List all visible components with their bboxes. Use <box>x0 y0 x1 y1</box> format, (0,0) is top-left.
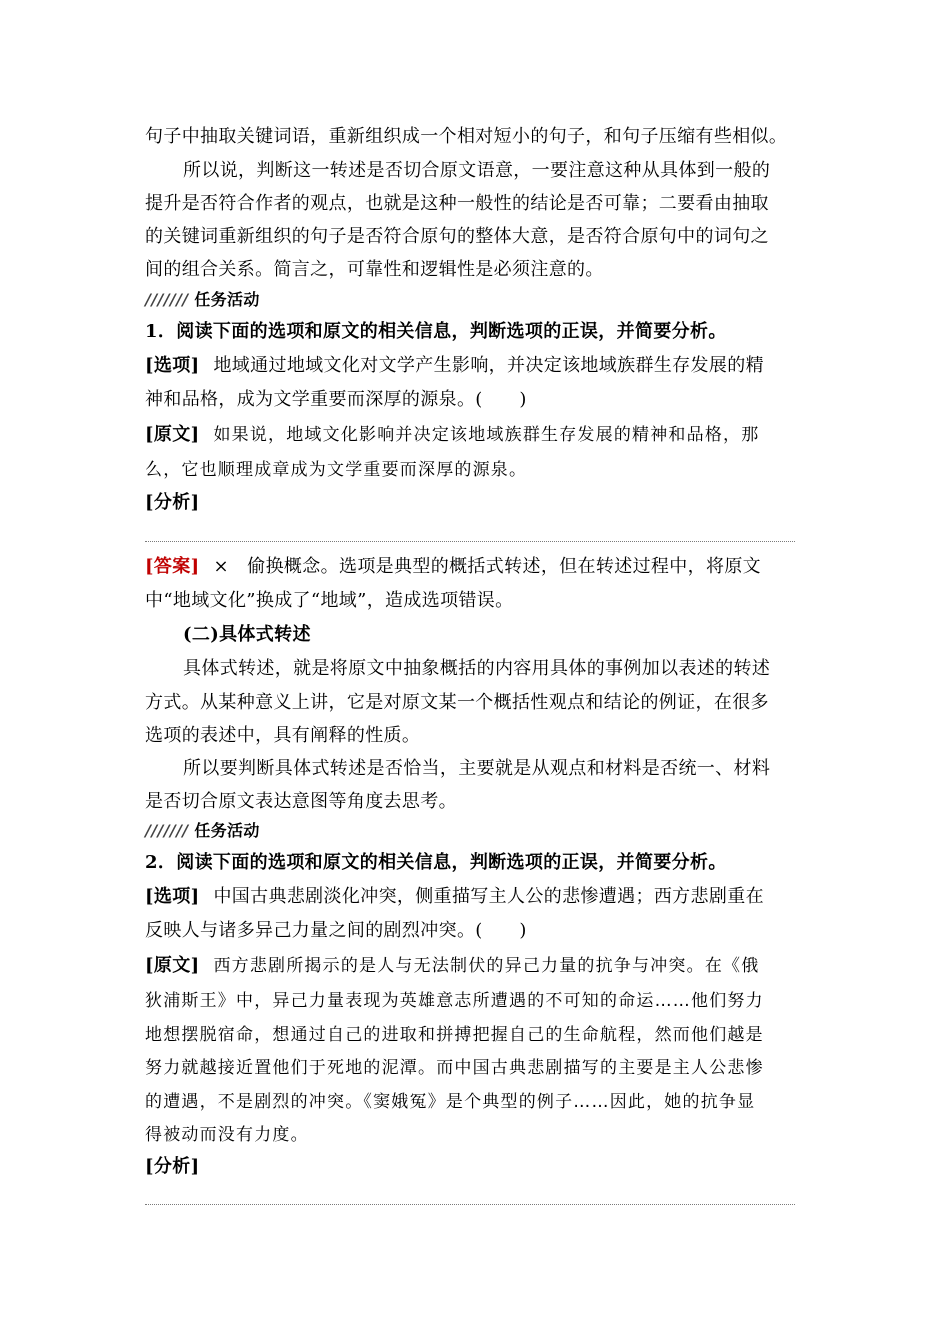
task2-question: 2．阅读下面的选项和原文的相关信息，判断选项的正误，并简要分析。 <box>145 852 727 873</box>
section2-p1-line-2: 方式。从某种意义上讲，它是对原文某一个概括性观点和结论的例证，在很多 <box>145 692 769 713</box>
task1-heading <box>145 290 808 310</box>
task2-option-line-2: 反映人与诸多异己力量之间的剧烈冲突。( ) <box>145 920 527 941</box>
task1-original-tag: [原文] <box>145 424 200 445</box>
task2-original-line-4: 努力就越接近置他们于死地的泥潭。而中国古典悲剧描写的主要是主人公悲惨 <box>145 1058 764 1078</box>
task1-answer-line-1 <box>145 557 808 577</box>
task1-option-line-2: 神和品格，成为文学重要而深厚的源泉。( ) <box>145 389 527 410</box>
task1-original-text-1: 如果说，地域文化影响并决定该地域族群生存发展的精神和品格，那 <box>213 425 760 445</box>
task2-original-line-3: 地想摆脱宿命，想通过自己的进取和拼搏把握自己的生命航程，然而他们越是 <box>145 1025 764 1045</box>
task1-analysis-tag: [分析] <box>145 492 200 513</box>
task1-heading-marker: /////// <box>145 290 189 309</box>
task2-option-tag: [选项] <box>145 886 200 907</box>
section2-p2-line-1: 所以要判断具体式转述是否恰当，主要就是从观点和材料是否统一、材料 <box>183 758 771 779</box>
task2-original-text-1: 西方悲剧所揭示的是人与无法制伏的异己力量的抗争与冲突。在《俄 <box>213 956 760 976</box>
task1-answer-line-2: 中“地域文化”换成了“地域”，造成选项错误。 <box>145 590 514 611</box>
task2-original-line-5: 的遭遇，不是剧烈的冲突。《窦娥冤》是个典型的例子……因此，她的抗争显 <box>145 1092 756 1112</box>
task1-answer-rule <box>145 541 795 542</box>
intro-line-1: 句子中抽取关键词语，重新组织成一个相对短小的句子，和句子压缩有些相似。 <box>145 126 788 147</box>
task1-heading-text: 任务活动 <box>194 290 260 309</box>
section2-p1-line-3: 选项的表述中，具有阐释的性质。 <box>145 725 421 746</box>
section2-p1-line-1: 具体式转述，就是将原文中抽象概括的内容用具体的事例加以表述的转述 <box>183 658 771 679</box>
task1-option-text-1: 地域通过地域文化对文学产生影响，并决定该地域族群生存发展的精 <box>213 355 764 376</box>
intro-line-4: 的关键词重新组织的句子是否符合原句的整体大意，是否符合原句中的词句之 <box>145 226 769 247</box>
task2-heading-text: 任务活动 <box>194 821 260 840</box>
intro-line-5: 间的组合关系。简言之，可靠性和逻辑性是必须注意的。 <box>145 259 604 280</box>
task1-answer-text-1: × 偷换概念。选项是典型的概括式转述，但在转述过程中，将原文 <box>213 556 762 577</box>
task1-original-line-1 <box>145 425 808 445</box>
task2-original-line-6: 得被动而没有力度。 <box>145 1125 309 1145</box>
task2-original-line-2: 狄浦斯王》中，异己力量表现为英雄意志所遭遇的不可知的命运……他们努力 <box>145 991 764 1011</box>
task1-question: 1．阅读下面的选项和原文的相关信息，判断选项的正误，并简要分析。 <box>145 321 727 342</box>
task2-answer-rule <box>145 1204 795 1205</box>
task2-original-line-1 <box>145 956 808 976</box>
task2-heading <box>145 821 808 841</box>
task2-option-line-1 <box>145 887 808 907</box>
task2-option-text-1: 中国古典悲剧淡化冲突，侧重描写主人公的悲惨遭遇；西方悲剧重在 <box>213 886 764 907</box>
task1-option-line-1 <box>145 356 808 376</box>
task2-heading-marker: /////// <box>145 821 189 840</box>
intro-line-2: 所以说，判断这一转述是否切合原文语意，一要注意这种从具体到一般的 <box>183 160 771 181</box>
task2-analysis-tag: [分析] <box>145 1156 200 1177</box>
section2-p2-line-2: 是否切合原文表达意图等角度去思考。 <box>145 791 457 812</box>
task1-answer-tag: [答案] <box>145 556 200 577</box>
task2-original-tag: [原文] <box>145 955 200 976</box>
section2-title: (二)具体式转述 <box>183 624 311 645</box>
intro-line-3: 提升是否符合作者的观点，也就是这种一般性的结论是否可靠；二要看由抽取 <box>145 193 769 214</box>
task1-original-line-2: 么，它也顺理成章成为文学重要而深厚的源泉。 <box>145 460 528 480</box>
task1-option-tag: [选项] <box>145 355 200 376</box>
